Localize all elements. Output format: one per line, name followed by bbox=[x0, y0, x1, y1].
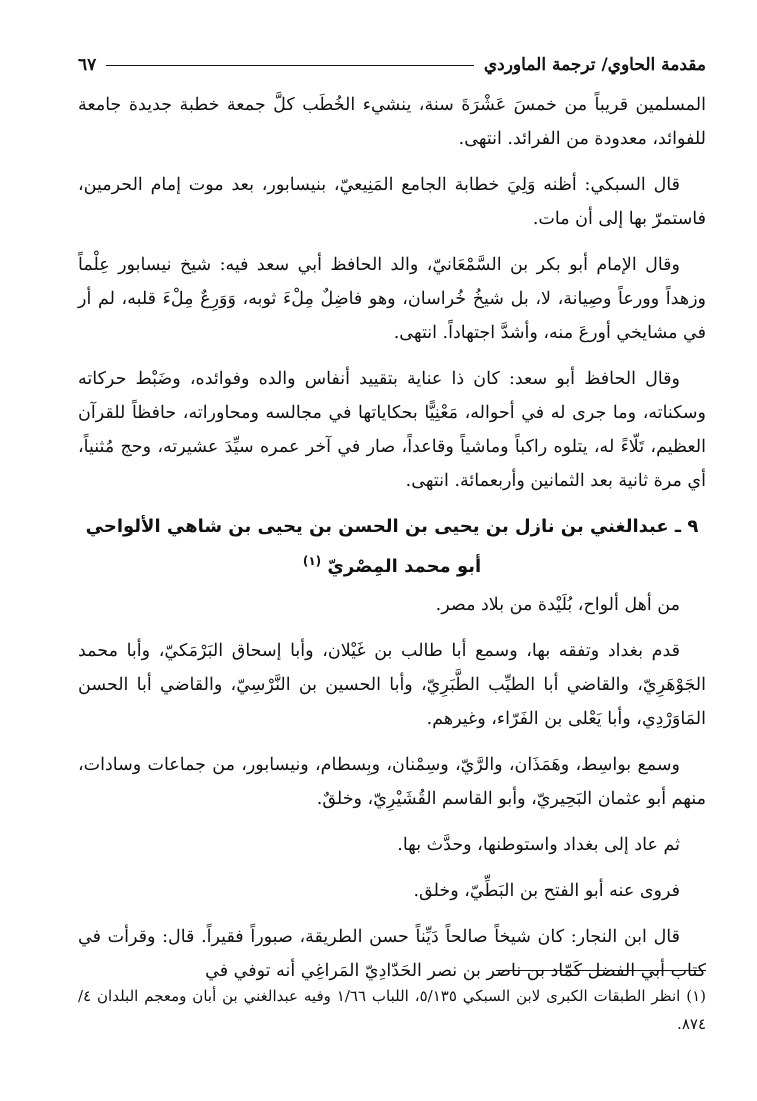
page-number: ٦٧ bbox=[78, 55, 97, 75]
paragraph: وقال الإمام أبو بكر بن السَّمْعَانيّ، والد الحافظ أبي سعد فيه: شيخ نيسابور عِلْماً وزهداً وورعاً وصِيانة، لا، بل شيخُ خُراسان، وهو فاضِلٌ مِلْءَ ثوبه، وَوَرِعٌ مِلْءَ قلبه، لم أر في مشايخي أورعَ منه، وأشدَّ اجتهاداً. انتهى. bbox=[78, 255, 706, 343]
paragraph: من أهل ألواح، بُلَيْدة من بلاد مصر. bbox=[435, 595, 680, 615]
entry-heading: ٩ ـ عبدالغني بن نازل بن يحيى بن الحسن بن يحيى بن شاهي الألواحي bbox=[85, 516, 699, 537]
paragraph: قال ابن النجار: كان شيخاً صالحاً دَيِّناً حسن الطريقة، صبوراً فقيراً. قال: وقرأت في كتاب أبي الفضل كَمّاد بن ناصر بن نصر الحَدّادِيّ المَراغِي أنه توفي في bbox=[78, 927, 706, 981]
paragraph: قال السبكي: أظنه وَلِيَ خطابة الجامع المَنِيعيّ، بنيسابور، بعد موت إمام الحرمين، فاستمرّ بها إلى أن مات. bbox=[78, 175, 706, 229]
document-page bbox=[78, 50, 706, 1080]
entry-subheading-text: أبو محمد المِصْريّ bbox=[327, 556, 482, 577]
entry-subheading bbox=[78, 544, 706, 584]
footnote-rule bbox=[496, 970, 706, 971]
body-text bbox=[78, 88, 706, 988]
header-rule bbox=[106, 65, 474, 66]
footnote-reference[interactable]: (١) bbox=[302, 554, 322, 568]
paragraph: ثم عاد إلى بغداد واستوطنها، وحدَّث بها. bbox=[397, 835, 680, 855]
paragraph: قدم بغداد وتفقه بها، وسمع أبا طالب بن غَيْلان، وأبا إسحاق البَرْمَكيّ، وأبا محمد الجَوْهَرِيّ، والقاضي أبا الطيِّب الطَّبَرِيّ، وأبا الحسين بن النَّرْسِيّ، والقاضي أبا الحسن المَاوَرْدِي، وأبا يَعْلى بن الفَرّاء، وغيرهم. bbox=[78, 641, 706, 729]
paragraph: المسلمين قريباً من خمسَ عَشْرَةَ سنة، ينشيء الخُطَب كلَّ جمعة خطبة جديدة جامعة للفوائد، معدودة من الفرائد. انتهى. bbox=[78, 95, 706, 149]
footnote: (١) انظر الطبقات الكبرى لابن السبكي ٥/١٣٥، اللباب ١/٦٦ وفيه عبدالغني بن أبان ومعجم البلدان ٤/ ٨٧٤. bbox=[78, 987, 706, 1033]
running-header bbox=[78, 50, 706, 80]
paragraph: وسمع بواسِط، وهَمَذَان، والرَّيّ، وسِمْنان، وبِسطام، ونيسابور، من جماعات وسادات، منهم أبو عثمان البَحِيريّ، وأبو القاسم القُشَيْرِيّ، وخلقٌ. bbox=[78, 755, 706, 809]
paragraph: فروى عنه أبو الفتح بن البَطِّيّ، وخلق. bbox=[413, 881, 680, 901]
paragraph: وقال الحافظ أبو سعد: كان ذا عناية بتقييد أنفاس والده وفوائده، وضَبْط حركاته وسكناته، وما جرى له في أحواله، مَعْنِيًّا بحكاياتها في مجالسه ومحاوراته، حافظاً للقرآن العظيم، تَلّاءً له، يتلوه راكباً وماشياً وقاعداً، صار في آخر عمره سيِّدَ عشيرته، وحج مُثنياً، أي مرة ثانية بعد الثمانين وأربعمائة. انتهى. bbox=[78, 369, 706, 491]
header-title: مقدمة الحاوي/ ترجمة الماوردي bbox=[483, 55, 706, 75]
